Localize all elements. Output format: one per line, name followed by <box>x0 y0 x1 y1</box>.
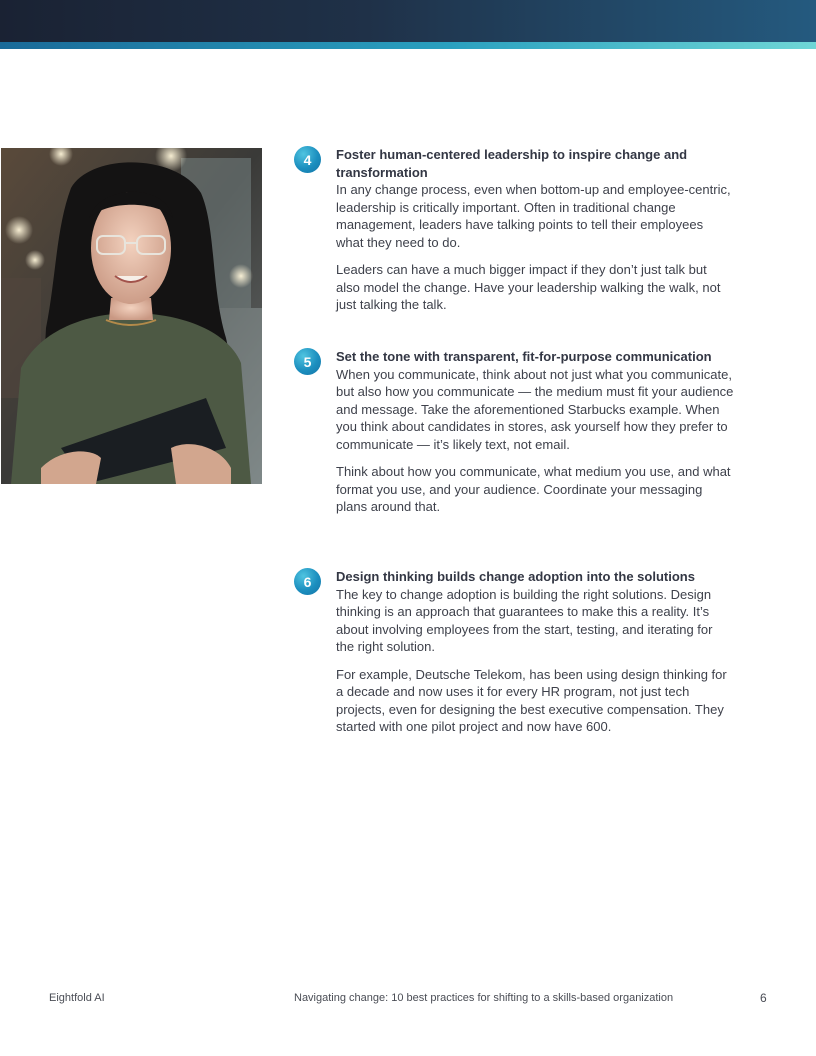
item-paragraph: The key to change adoption is building the right solutions. Design thinking is an approach that guarantees to make this a reality. It’s about involving employees from the start, testing, and iterating for the right solution. <box>336 586 713 654</box>
number-badge: 4 <box>294 146 321 173</box>
item-title: Foster human-centered leadership to inspire change and transformation <box>336 147 688 180</box>
item-paragraph: Think about how you communicate, what medium you use, and what format you use, and your audience. Coordinate your messaging plans around that. <box>336 464 731 514</box>
page-number: 6 <box>760 991 767 1005</box>
header-accent-stripe <box>0 42 816 49</box>
header-band <box>0 0 816 42</box>
item-title: Set the tone with transparent, fit-for-purpose communication <box>336 349 712 364</box>
item-paragraph: In any change process, even when bottom-up and employee-centric, leadership is critically important. Often in traditional change management, leaders have talking points to tell their employees what they need to do. <box>336 182 731 250</box>
woman-with-tablet-photo <box>1 148 262 484</box>
number-badge: 6 <box>294 568 321 595</box>
footer-document-title: Navigating change: 10 best practices for shifting to a skills-based organization <box>294 992 674 1004</box>
number-badge: 5 <box>294 348 321 375</box>
practice-item-5 <box>294 348 734 516</box>
item-paragraph: When you communicate, think about not just what you communicate, but also how you communicate — the medium must fit your audience and message. Take the aforementioned Starbucks example. When you think about candidates in stores, ask yourself how they prefer to communicate — it’s likely text, not email. <box>336 366 734 452</box>
practice-item-6 <box>294 568 734 736</box>
item-paragraph: For example, Deutsche Telekom, has been using design thinking for a decade and now uses it for every HR program, not just tech projects, even for designing the best executive compensation. They started with one pilot project and now have 600. <box>336 666 727 734</box>
footer-company: Eightfold AI <box>49 992 105 1004</box>
item-paragraph: Leaders can have a much bigger impact if they don’t just talk but also model the change. Have your leadership walking the walk, not just talking the talk. <box>336 262 721 312</box>
item-title: Design thinking builds change adoption into the solutions <box>336 569 695 584</box>
practice-item-4 <box>294 146 734 314</box>
